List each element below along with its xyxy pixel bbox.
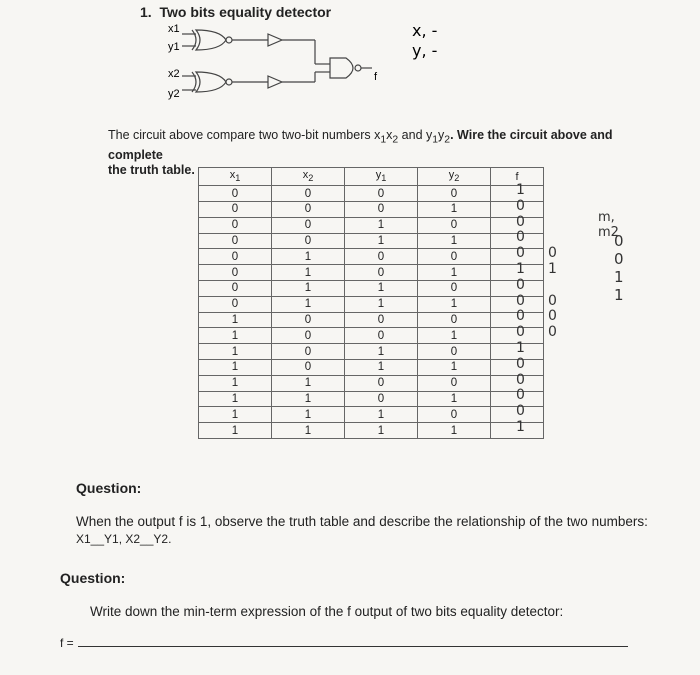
handwritten-minterm-values: 0 0 1 1 — [614, 232, 624, 304]
cell-x2: 0 — [272, 344, 345, 360]
cell-y1: 0 — [345, 328, 418, 344]
cell-y1: 1 — [345, 217, 418, 233]
cell-x1: 0 — [199, 280, 272, 296]
xnor-gate-2 — [182, 72, 268, 92]
handwritten-side-value: 0 — [548, 308, 557, 325]
handwritten-side-value: 0 — [548, 324, 557, 341]
xnor-gate-1 — [182, 30, 268, 50]
input-y1-label: y1 — [168, 41, 180, 53]
problem-description: The circuit above compare two two-bit numbers $x_1x_2$ and $y_1y_2$. Wire the circuit above and complete the truth table. — [108, 128, 613, 177]
truth-table-row — [199, 249, 544, 265]
cell-y2: 0 — [418, 249, 491, 265]
cell-y2: 0 — [418, 280, 491, 296]
handwritten-f-value: 0 — [516, 197, 525, 214]
cell-y2: 0 — [418, 407, 491, 423]
cell-y2: 1 — [418, 233, 491, 249]
cell-x1: 1 — [199, 391, 272, 407]
handwritten-f-value: 0 — [516, 229, 525, 246]
cell-x1: 1 — [199, 423, 272, 439]
cell-y1: 0 — [345, 249, 418, 265]
handwritten-f-value: 0 — [516, 213, 525, 230]
cell-x2: 0 — [272, 233, 345, 249]
cell-x2: 1 — [272, 391, 345, 407]
header-x2: $x_2$ — [272, 168, 345, 186]
cell-y2: 0 — [418, 186, 491, 202]
cell-x2: 0 — [272, 201, 345, 217]
cell-x1: 0 — [199, 265, 272, 281]
cell-x2: 1 — [272, 296, 345, 312]
cell-y1: 1 — [345, 344, 418, 360]
cell-y1: 0 — [345, 375, 418, 391]
cell-x1: 0 — [199, 233, 272, 249]
problem-title-text: Two bits equality detector — [159, 4, 332, 20]
cell-y2: 0 — [418, 312, 491, 328]
cell-x1: 1 — [199, 375, 272, 391]
truth-table-row — [199, 312, 544, 328]
answer-blank[interactable] — [78, 634, 628, 647]
cell-x2: 1 — [272, 375, 345, 391]
cell-y2: 1 — [418, 328, 491, 344]
cell-y1: 1 — [345, 280, 418, 296]
handwritten-f-value: 1 — [516, 419, 525, 435]
cell-y1: 1 — [345, 233, 418, 249]
circuit-diagram — [150, 22, 440, 112]
cell-y1: 0 — [345, 312, 418, 328]
truth-table-row — [199, 265, 544, 281]
handwritten-f-value: 0 — [516, 355, 525, 372]
buffer-gate-2 — [268, 72, 330, 88]
input-x2-label: x2 — [168, 68, 180, 80]
cell-y1: 1 — [345, 423, 418, 439]
handwritten-f-value: 0 — [516, 276, 525, 293]
cell-x1: 1 — [199, 344, 272, 360]
question-1-relation: X1__Y1, X2__Y2. — [76, 532, 172, 546]
handwritten-y: y, - — [412, 41, 438, 60]
cell-x1: 0 — [199, 217, 272, 233]
cell-y1: 0 — [345, 201, 418, 217]
cell-y2: 1 — [418, 359, 491, 375]
cell-y2: 1 — [418, 296, 491, 312]
answer-line[interactable] — [60, 634, 628, 650]
cell-y2: 1 — [418, 391, 491, 407]
question-1-text: When the output f is 1, observe the truth table and describe the relationship of the two numbers: — [76, 514, 648, 529]
cell-x1: 1 — [199, 359, 272, 375]
cell-x1: 1 — [199, 312, 272, 328]
cell-x1: 1 — [199, 328, 272, 344]
header-x1: $x_1$ — [199, 168, 272, 186]
cell-x1: 0 — [199, 249, 272, 265]
handwritten-minterm-header: m, m2 — [598, 210, 619, 240]
answer-prefix: f = — [60, 636, 74, 650]
input-y2-label: y2 — [168, 88, 180, 100]
cell-y2: 0 — [418, 375, 491, 391]
handwritten-f-value: 1 — [516, 261, 525, 277]
cell-x2: 0 — [272, 359, 345, 375]
header-y2: $y_2$ — [418, 168, 491, 186]
problem-number: 1. — [140, 4, 152, 20]
handwritten-side-value: 0 — [548, 292, 557, 309]
cell-y1: 1 — [345, 407, 418, 423]
truth-table-row — [199, 328, 544, 344]
handwritten-x: x, - — [412, 22, 438, 40]
truth-table-row — [199, 344, 544, 360]
truth-table-row — [199, 391, 544, 407]
header-f: f — [491, 168, 544, 186]
truth-table-row — [199, 186, 544, 202]
cell-y2: 0 — [418, 217, 491, 233]
truth-table-row — [199, 296, 544, 312]
truth-table-row — [199, 375, 544, 391]
handwritten-side-value: 0 — [548, 245, 557, 262]
handwritten-f-value: 0 — [516, 403, 525, 420]
handwritten-f-value: 1 — [516, 340, 525, 356]
and-gate — [330, 58, 372, 78]
cell-x2: 0 — [272, 217, 345, 233]
cell-x2: 0 — [272, 328, 345, 344]
truth-table-row — [199, 423, 544, 439]
question-2-text: Write down the min-term expression of the f output of two bits equality detector: — [90, 604, 564, 619]
truth-table-row — [199, 201, 544, 217]
handwritten-f-value: 0 — [516, 371, 525, 388]
handwritten-f-value: 0 — [516, 245, 525, 262]
input-x1-label: x1 — [168, 23, 180, 35]
truth-table-header — [199, 168, 544, 186]
output-f-label: f — [374, 71, 378, 83]
cell-x1: 0 — [199, 296, 272, 312]
handwritten-f-value: 0 — [516, 292, 525, 309]
cell-y2: 1 — [418, 265, 491, 281]
cell-x1: 0 — [199, 186, 272, 202]
truth-table-row — [199, 280, 544, 296]
cell-y1: 0 — [345, 265, 418, 281]
cell-x2: 0 — [272, 312, 345, 328]
cell-y1: 0 — [345, 186, 418, 202]
handwritten-f-value: 0 — [516, 324, 525, 341]
cell-x1: 0 — [199, 201, 272, 217]
truth-table-row — [199, 359, 544, 375]
truth-table-row — [199, 233, 544, 249]
buffer-gate-1 — [268, 34, 330, 64]
cell-y2: 1 — [418, 201, 491, 217]
cell-x2: 1 — [272, 249, 345, 265]
question-2-heading: Question: — [60, 570, 126, 586]
cell-x2: 1 — [272, 280, 345, 296]
header-y1: $y_1$ — [345, 168, 418, 186]
handwritten-f-value: 0 — [516, 387, 525, 404]
truth-table-row — [199, 217, 544, 233]
handwritten-f-value: 1 — [516, 182, 525, 198]
cell-y1: 1 — [345, 359, 418, 375]
cell-y2: 1 — [418, 423, 491, 439]
cell-x2: 1 — [272, 265, 345, 281]
cell-x2: 0 — [272, 186, 345, 202]
cell-x1: 1 — [199, 407, 272, 423]
cell-x2: 1 — [272, 423, 345, 439]
cell-y1: 1 — [345, 296, 418, 312]
truth-table-row — [199, 407, 544, 423]
handwritten-side-value: 1 — [548, 261, 557, 277]
problem-title — [140, 4, 331, 20]
truth-table — [198, 167, 544, 439]
question-1-heading: Question: — [76, 480, 142, 496]
cell-y1: 0 — [345, 391, 418, 407]
handwritten-f-value: 0 — [516, 308, 525, 325]
cell-y2: 0 — [418, 344, 491, 360]
cell-x2: 1 — [272, 407, 345, 423]
